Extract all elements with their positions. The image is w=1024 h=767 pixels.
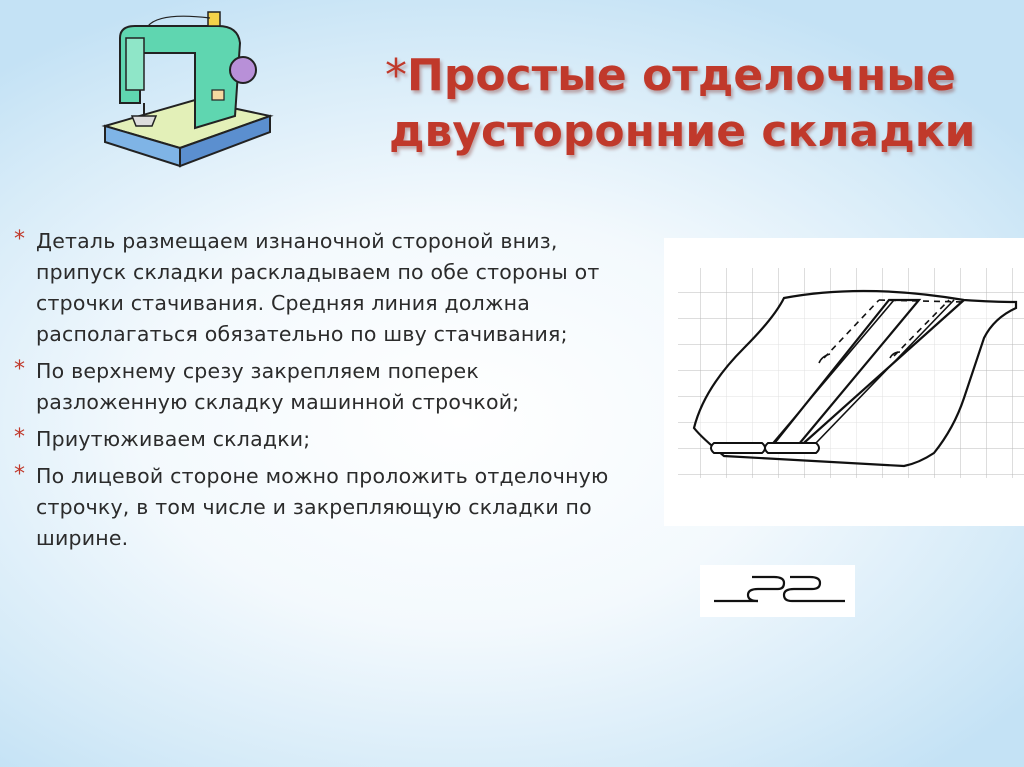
title-asterisk: * <box>385 50 407 101</box>
pleat-cross-section-icon <box>700 565 855 617</box>
title-line-2: двусторонние складки <box>389 106 976 157</box>
bullet-item <box>14 424 614 455</box>
pleat-on-grid-diagram <box>664 238 1024 526</box>
bullet-asterisk: * <box>14 462 26 487</box>
bullet-asterisk: * <box>14 425 26 450</box>
bullet-asterisk: * <box>14 227 26 252</box>
bullet-text: Деталь размещаем изнаночной стороной вниз, припуск складки раскладываем по обе стороны от строчки стачивания. Средняя линия должна располагаться обязательно по шву стачивания; <box>36 229 600 346</box>
bullet-list <box>14 226 614 560</box>
bullet-text: По лицевой стороне можно проложить отделочную строчку, в том числе и закрепляющую складки по ширине. <box>36 464 609 550</box>
bullet-text: По верхнему срезу закрепляем поперек разложенную складку машинной строчкой; <box>36 359 520 414</box>
bullet-asterisk: * <box>14 357 26 382</box>
bullet-item <box>14 461 614 554</box>
bullet-text: Приутюживаем складки; <box>36 427 311 451</box>
bullet-item <box>14 226 614 350</box>
bullet-item <box>14 356 614 418</box>
sewing-machine-icon <box>100 8 275 178</box>
title-line-1: Простые отделочные <box>407 50 956 101</box>
slide-title <box>385 48 1015 160</box>
